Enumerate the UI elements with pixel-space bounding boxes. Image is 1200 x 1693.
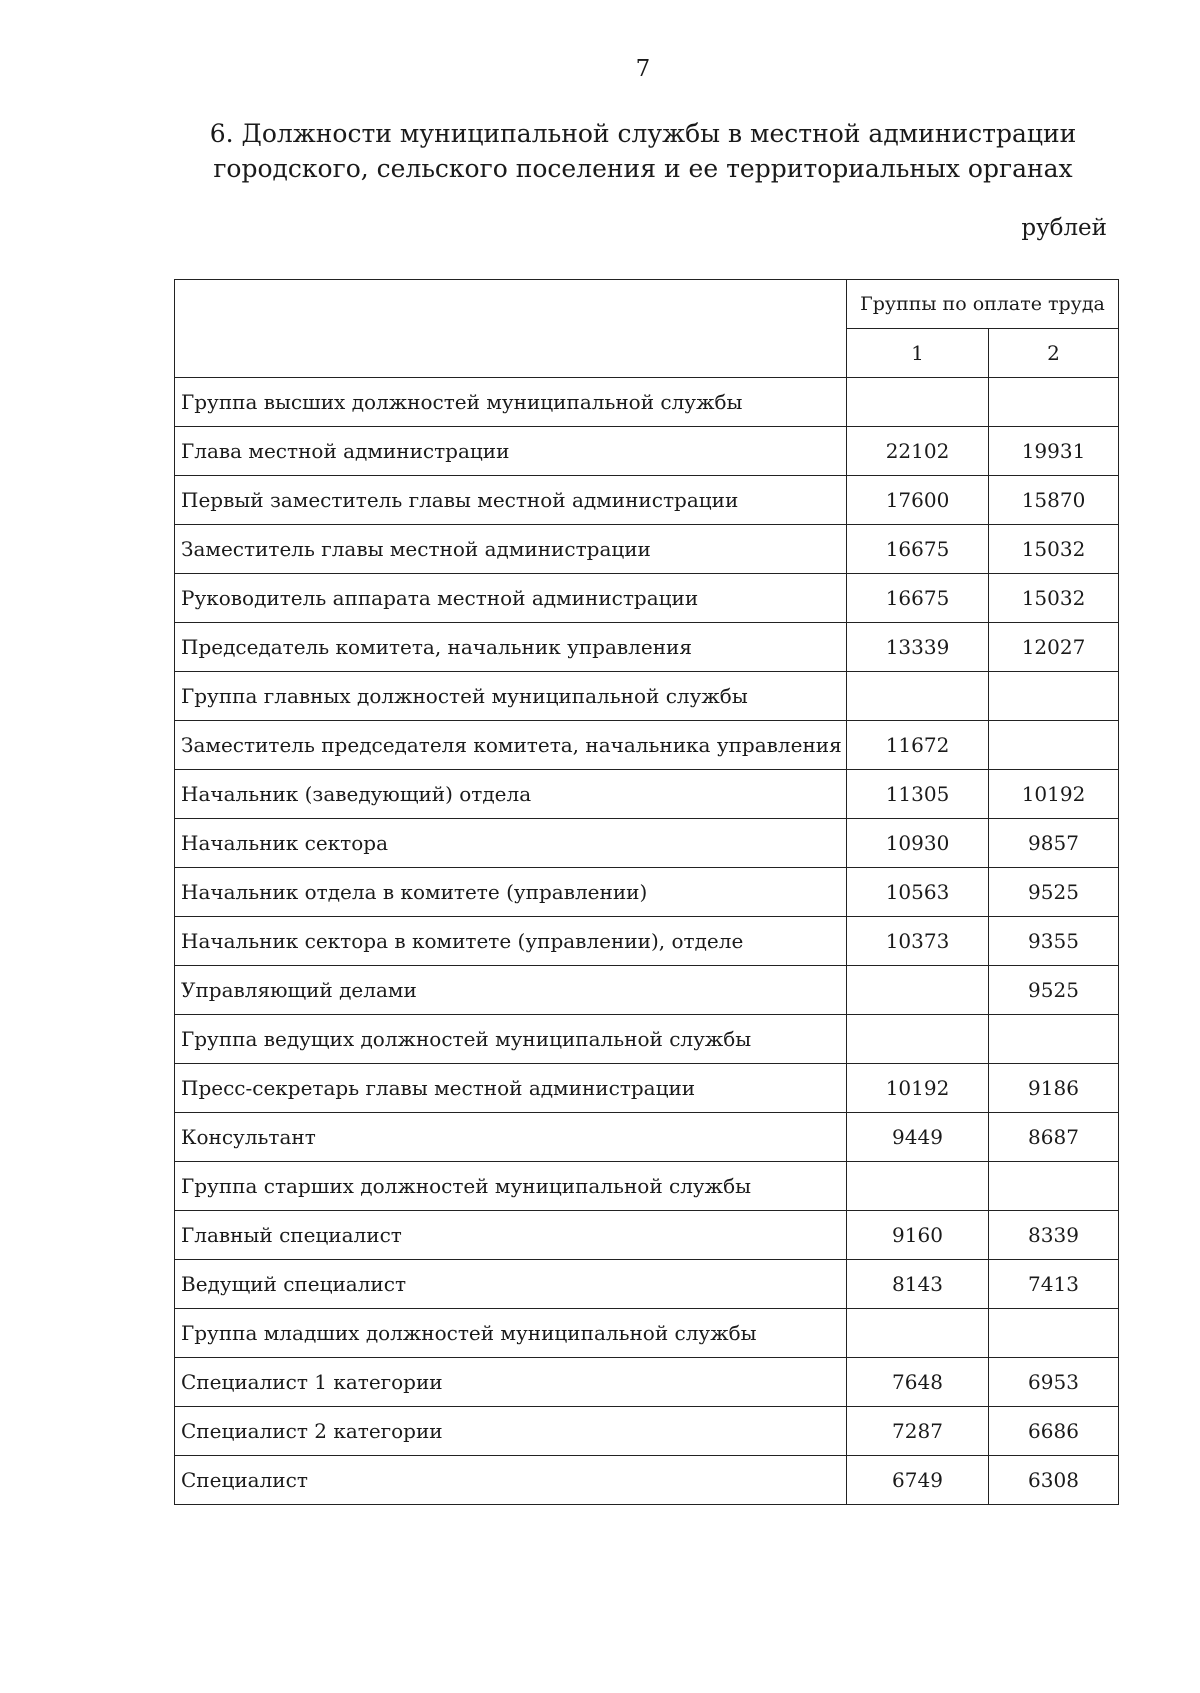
groups-header: Группы по оплате труда [847, 280, 1119, 329]
table-row [175, 672, 1119, 721]
group-1-salary-cell: 11672 [847, 721, 989, 770]
group-2-salary-cell: 6686 [989, 1407, 1119, 1456]
group-1-salary-cell [847, 1309, 989, 1358]
group-1-salary-cell: 16675 [847, 574, 989, 623]
position-cell: Группа главных должностей муниципальной службы [175, 672, 847, 721]
position-cell: Группа ведущих должностей муниципальной службы [175, 1015, 847, 1064]
group-1-salary-cell [847, 1015, 989, 1064]
table-row [175, 917, 1119, 966]
group-1-salary-cell: 9160 [847, 1211, 989, 1260]
table-row [175, 1358, 1119, 1407]
table-row [175, 770, 1119, 819]
position-cell: Заместитель главы местной администрации [175, 525, 847, 574]
group-2-salary-cell: 9355 [989, 917, 1119, 966]
position-cell: Начальник сектора [175, 819, 847, 868]
group-1-salary-cell: 13339 [847, 623, 989, 672]
position-cell: Группа младших должностей муниципальной службы [175, 1309, 847, 1358]
group-1-salary-cell: 6749 [847, 1456, 989, 1505]
group-1-salary-cell: 7287 [847, 1407, 989, 1456]
page-number: 7 [635, 56, 651, 82]
group-2-salary-cell: 10192 [989, 770, 1119, 819]
table-row [175, 1113, 1119, 1162]
salary-table [174, 279, 1119, 1505]
group-2-salary-cell [989, 672, 1119, 721]
group-2-salary-cell: 8339 [989, 1211, 1119, 1260]
group-2-salary-cell [989, 1162, 1119, 1211]
position-cell: Специалист [175, 1456, 847, 1505]
position-cell: Специалист 1 категории [175, 1358, 847, 1407]
position-cell: Председатель комитета, начальник управления [175, 623, 847, 672]
table-row [175, 378, 1119, 427]
group-1-salary-cell: 10192 [847, 1064, 989, 1113]
group-2-salary-cell: 15870 [989, 476, 1119, 525]
table-header-row [175, 280, 1119, 329]
table-row [175, 966, 1119, 1015]
group-2-salary-cell: 8687 [989, 1113, 1119, 1162]
group-1-salary-cell: 17600 [847, 476, 989, 525]
position-cell: Начальник (заведующий) отдела [175, 770, 847, 819]
table-row [175, 574, 1119, 623]
position-cell: Главный специалист [175, 1211, 847, 1260]
group-1-salary-cell: 7648 [847, 1358, 989, 1407]
currency-unit: рублей [1021, 215, 1107, 241]
table-body [175, 378, 1119, 1505]
group-1-salary-cell: 10563 [847, 868, 989, 917]
table-row [175, 721, 1119, 770]
table-row [175, 1211, 1119, 1260]
group-1-salary-cell [847, 378, 989, 427]
table-row [175, 427, 1119, 476]
table-row [175, 1456, 1119, 1505]
group-1-salary-cell [847, 1162, 989, 1211]
group-2-salary-cell: 9525 [989, 966, 1119, 1015]
table-row [175, 1064, 1119, 1113]
position-cell: Группа высших должностей муниципальной службы [175, 378, 847, 427]
group-1-salary-cell: 9449 [847, 1113, 989, 1162]
title-line-2: городского, сельского поселения и ее территориальных органах [213, 154, 1073, 183]
group-1-salary-cell: 8143 [847, 1260, 989, 1309]
group-2-salary-cell: 12027 [989, 623, 1119, 672]
group-2-salary-cell [989, 1015, 1119, 1064]
group-2-salary-cell: 15032 [989, 525, 1119, 574]
table-row [175, 819, 1119, 868]
position-cell: Глава местной администрации [175, 427, 847, 476]
position-cell: Специалист 2 категории [175, 1407, 847, 1456]
group-2-salary-cell: 6308 [989, 1456, 1119, 1505]
position-cell: Группа старших должностей муниципальной службы [175, 1162, 847, 1211]
position-cell: Начальник отдела в комитете (управлении) [175, 868, 847, 917]
table-row [175, 1015, 1119, 1064]
group-1-salary-cell [847, 672, 989, 721]
position-cell: Первый заместитель главы местной администрации [175, 476, 847, 525]
group-1-salary-cell: 10930 [847, 819, 989, 868]
document-title [150, 116, 1136, 186]
table-row [175, 476, 1119, 525]
group-1-salary-cell [847, 966, 989, 1015]
table-row [175, 623, 1119, 672]
group-2-salary-cell: 15032 [989, 574, 1119, 623]
group-2-salary-cell [989, 378, 1119, 427]
group-2-salary-cell: 9525 [989, 868, 1119, 917]
group-2-salary-cell: 19931 [989, 427, 1119, 476]
table-row [175, 1162, 1119, 1211]
position-cell: Начальник сектора в комитете (управлении), отделе [175, 917, 847, 966]
group-2-salary-cell: 7413 [989, 1260, 1119, 1309]
position-cell: Ведущий специалист [175, 1260, 847, 1309]
group-2-header: 2 [989, 329, 1119, 378]
table-row [175, 1407, 1119, 1456]
position-cell: Пресс-секретарь главы местной администрации [175, 1064, 847, 1113]
group-2-salary-cell: 6953 [989, 1358, 1119, 1407]
table-row [175, 1260, 1119, 1309]
group-1-salary-cell: 16675 [847, 525, 989, 574]
group-2-salary-cell [989, 1309, 1119, 1358]
title-line-1: 6. Должности муниципальной службы в местной администрации [209, 119, 1077, 148]
group-1-header: 1 [847, 329, 989, 378]
group-2-salary-cell: 9186 [989, 1064, 1119, 1113]
group-2-salary-cell [989, 721, 1119, 770]
table-row [175, 525, 1119, 574]
position-cell: Руководитель аппарата местной администрации [175, 574, 847, 623]
group-1-salary-cell: 11305 [847, 770, 989, 819]
position-cell: Консультант [175, 1113, 847, 1162]
group-1-salary-cell: 22102 [847, 427, 989, 476]
position-header-cell [175, 280, 847, 378]
table-row [175, 1309, 1119, 1358]
group-2-salary-cell: 9857 [989, 819, 1119, 868]
group-1-salary-cell: 10373 [847, 917, 989, 966]
position-cell: Заместитель председателя комитета, начальника управления [175, 721, 847, 770]
position-cell: Управляющий делами [175, 966, 847, 1015]
table-row [175, 868, 1119, 917]
